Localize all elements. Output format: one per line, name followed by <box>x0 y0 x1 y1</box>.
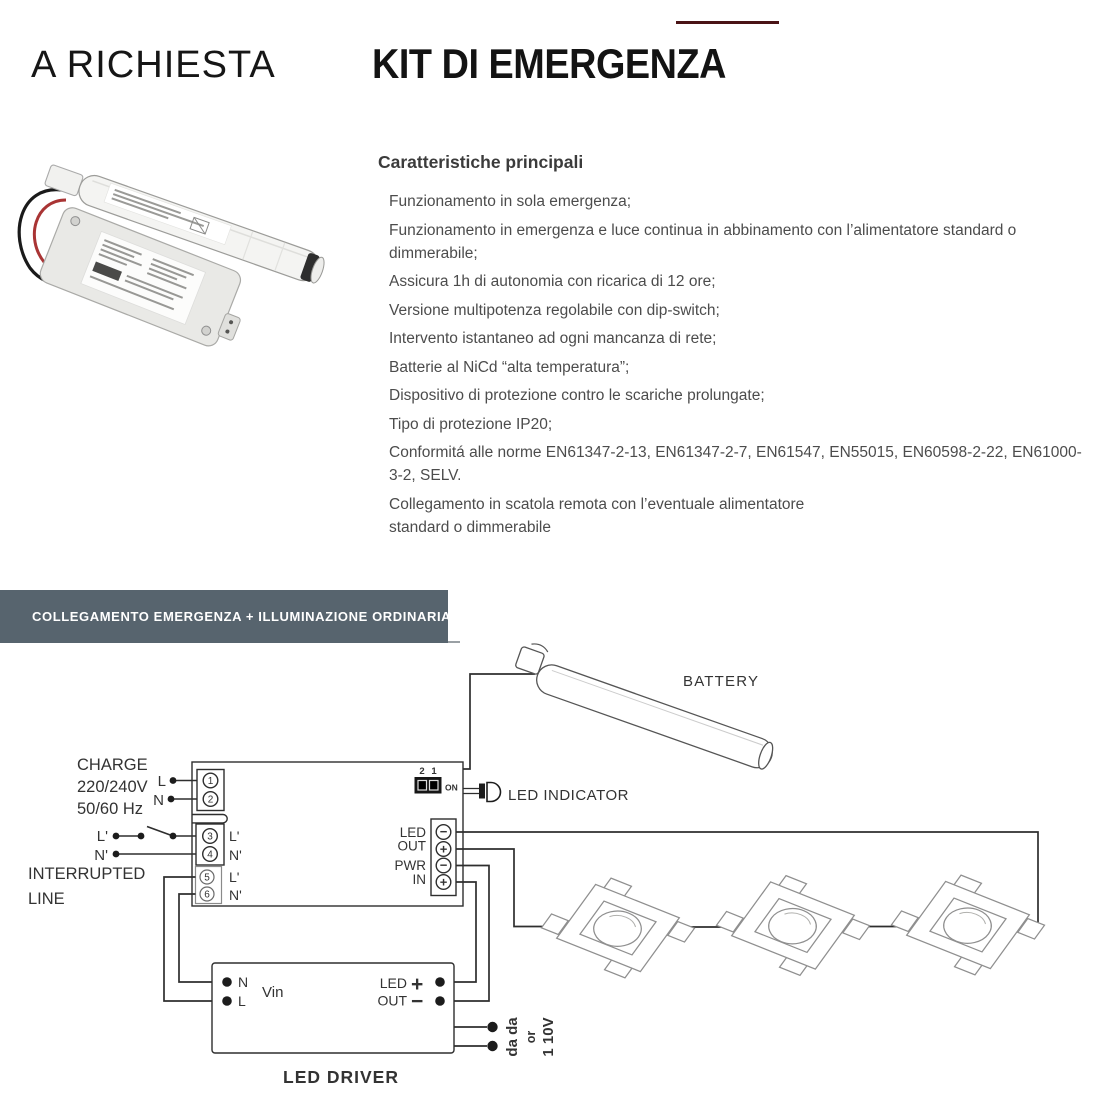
wire-node <box>170 777 177 784</box>
led-driver <box>212 963 557 1087</box>
dip-switch-lever[interactable] <box>430 781 439 791</box>
line-lp-label: L' <box>96 828 108 845</box>
light-fixture <box>882 865 1054 986</box>
terminal-number: 4 <box>207 849 213 861</box>
driver-ledout-label-2: OUT <box>377 992 407 1009</box>
feature-item: Tipo di protezione IP20; <box>389 415 553 433</box>
wire-pwrin-minus <box>454 866 489 1002</box>
led-indicator-label: LED INDICATOR <box>508 787 629 804</box>
output-terminal-strip <box>395 819 457 896</box>
pwr-in-label-2: IN <box>412 872 426 887</box>
charge-labels <box>77 756 166 818</box>
wire-node <box>113 833 120 840</box>
light-fixture <box>707 865 879 986</box>
line-n-label: N <box>153 792 164 809</box>
led-out-label-1: LED <box>399 825 426 840</box>
feature-item: Batterie al NiCd “alta temperatura”; <box>389 358 630 376</box>
line-l-label: L <box>157 773 166 790</box>
terminal-number: 2 <box>207 794 214 806</box>
interrupted-label-1: INTERRUPTED <box>28 865 146 883</box>
driver-n-terminal <box>222 977 232 987</box>
switched-line-wires <box>116 836 196 854</box>
product-photo <box>19 160 327 354</box>
wire-node <box>168 796 175 803</box>
feature-item: Funzionamento in emergenza e luce continua in abbinamento con l’alimentatore standard o dimmerabile; <box>389 221 1017 262</box>
driver-ledout-plus-terminal <box>435 977 445 987</box>
driver-ledout-label-1: LED <box>379 975 407 991</box>
wire-node <box>113 851 120 858</box>
terminal-label: N' <box>229 847 242 863</box>
interrupted-line-circuit <box>28 827 196 909</box>
led-out-label-2: OUT <box>397 838 426 854</box>
battery-tube-drawing <box>510 639 781 771</box>
switch-blade <box>147 827 173 837</box>
dim-label-or: or <box>524 1030 538 1044</box>
dip-on-label: ON <box>445 782 458 793</box>
feature-item: Funzionamento in sola emergenza; <box>389 193 632 210</box>
wiring-diagram <box>28 639 1054 1087</box>
interrupted-label-2: LINE <box>28 890 65 908</box>
terminal-label: L' <box>229 828 240 844</box>
diagram-battery <box>463 639 781 771</box>
charge-label: CHARGE <box>77 756 148 774</box>
feature-item: Collegamento in scatola remota con l’eventuale alimentatore standard o dimmerabile <box>389 495 805 536</box>
led-base <box>479 784 485 799</box>
terminal-number: 1 <box>207 776 214 787</box>
polarity-sign: + <box>439 841 448 857</box>
driver-plus-sign: + <box>411 973 424 996</box>
dip-switch-lever[interactable] <box>418 781 427 791</box>
wire-t6-to-driver <box>179 894 212 982</box>
feature-item: Assicura 1h di autonomia con ricarica di 12 ore; <box>389 273 716 290</box>
wire-ledout-plus <box>456 849 552 927</box>
features-heading: Caratteristiche principali <box>378 152 584 172</box>
led-indicator <box>463 783 629 805</box>
wire-node <box>170 833 177 840</box>
driver-dim-wires <box>454 1027 487 1046</box>
driver-n-label: N <box>238 974 249 990</box>
terminal-number: 5 <box>204 872 210 884</box>
dip-switch[interactable] <box>415 766 458 794</box>
feature-item: Versione multipotenza regolabile con dip-switch; <box>389 301 720 319</box>
section-label: A RICHIESTA <box>31 44 276 86</box>
line-np-label: N' <box>94 847 108 864</box>
driver-l-label: L <box>238 993 246 1009</box>
pwr-in-label-1: PWR <box>394 858 426 873</box>
terminal-blocks <box>196 770 242 904</box>
light-fixture <box>532 868 704 989</box>
driver-vin-label: Vin <box>262 984 284 1001</box>
charge-voltage: 220/240V <box>77 778 148 796</box>
dim-terminal <box>487 1041 497 1051</box>
terminal-number: 6 <box>204 889 210 901</box>
banner-label: COLLEGAMENTO EMERGENZA + ILLUMINAZIONE ORDINARIA <box>32 609 452 624</box>
polarity-sign: − <box>439 824 448 839</box>
led-leads <box>463 789 480 794</box>
dip-pos1-label: 1 <box>431 766 437 777</box>
terminal-label: L' <box>229 869 240 885</box>
feature-item: Conformitá alle norme EN61347-2-13, EN61347-2-7, EN61547, EN55015, EN60598-2-22, EN61000-3-2, SELV. <box>389 444 1082 484</box>
feature-item: Intervento istantaneo ad ogni mancanza di rete; <box>389 330 717 347</box>
dim-terminal <box>487 1022 497 1032</box>
page-title: KIT DI EMERGENZA <box>372 40 727 87</box>
terminal-label: N' <box>229 887 242 903</box>
dim-label-110v: 1 10V <box>540 1017 557 1057</box>
feature-item: Dispositivo di protezione contro le scariche prolungate; <box>389 387 765 404</box>
driver-ledout-minus-terminal <box>435 996 445 1006</box>
light-fixtures <box>532 865 1054 989</box>
polarity-sign: − <box>439 857 448 873</box>
led-driver-label: LED DRIVER <box>283 1067 399 1087</box>
dim-label-dada: da da <box>504 1017 521 1057</box>
wire-pwrin-plus <box>454 882 476 982</box>
driver-minus-sign: − <box>411 990 424 1013</box>
driver-l-terminal <box>222 996 232 1006</box>
dip-pos2-label: 2 <box>419 766 425 777</box>
led-bulb <box>487 783 501 802</box>
polarity-sign: + <box>439 874 448 890</box>
battery-wire <box>463 674 535 769</box>
terminal-number: 3 <box>207 831 213 843</box>
wire-node <box>138 833 145 840</box>
module-divider-notch <box>192 815 227 823</box>
battery-label-text: BATTERY <box>683 673 760 690</box>
charge-frequency: 50/60 Hz <box>77 800 144 818</box>
